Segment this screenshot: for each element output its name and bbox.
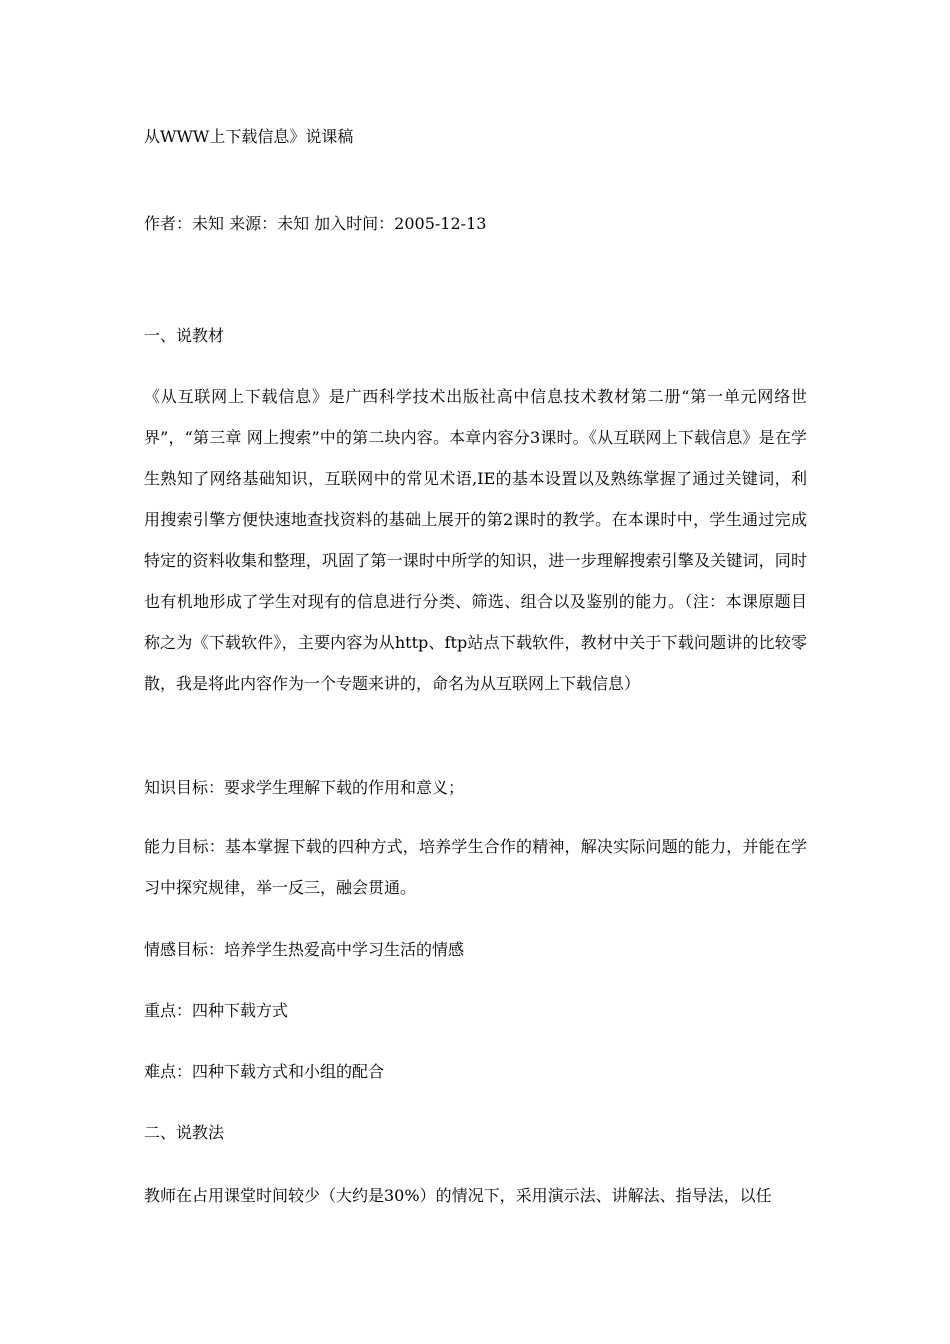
section-body-teaching-method: 教师在占用课堂时间较少（大约是30%）的情况下，采用演示法、讲解法、指导法，以任 <box>144 1186 772 1205</box>
ability-goal: 能力目标：基本掌握下载的四种方式，培养学生合作的精神，解决实际问题的能力，并能在学习中探究规律，举一反三，融会贯通。 <box>144 837 807 897</box>
difficult-point: 难点：四种下载方式和小组的配合 <box>144 1062 385 1081</box>
section-body-textbook: 《从互联网上下载信息》是广西科学技术出版社高中信息技术教材第二册“第一单元网络世界”，“第三章 网上搜索”中的第二块内容。本章内容分3课时。《从互联网上下载信息》是在学生熟知了网络基础知识，互联网中的常见术语,IE的基本设置以及熟练掌握了通过关键词，利用搜索引擎方便快速地查找资料的基础上展开的第2课时的教学。在本课时中，学生通过完成特定的资料收集和整理，巩固了第一课时中所学的知识，进一步理解搜索引擎及关键词，同时也有机地形成了学生对现有的信息进行分类、筛选、组合以及鉴别的能力。（注：本课原题目称之为《下载软件》，主要内容为从http、ftp站点下载软件，教材中关于下载问题讲的比较零散，我是将此内容作为一个专题来讲的，命名为从互联网上下载信息） <box>144 387 807 693</box>
document-title: 从WWW上下载信息》说课稿 <box>144 127 354 146</box>
knowledge-goal: 知识目标：要求学生理解下载的作用和意义； <box>144 778 465 797</box>
key-point: 重点：四种下载方式 <box>144 1001 289 1020</box>
section-heading-textbook: 一、说教材 <box>144 326 225 345</box>
emotion-goal: 情感目标：培养学生热爱高中学习生活的情感 <box>144 940 465 959</box>
document-meta: 作者：未知 来源：未知 加入时间：2005-12-13 <box>144 214 487 233</box>
section-heading-teaching-method: 二、说教法 <box>144 1123 225 1142</box>
